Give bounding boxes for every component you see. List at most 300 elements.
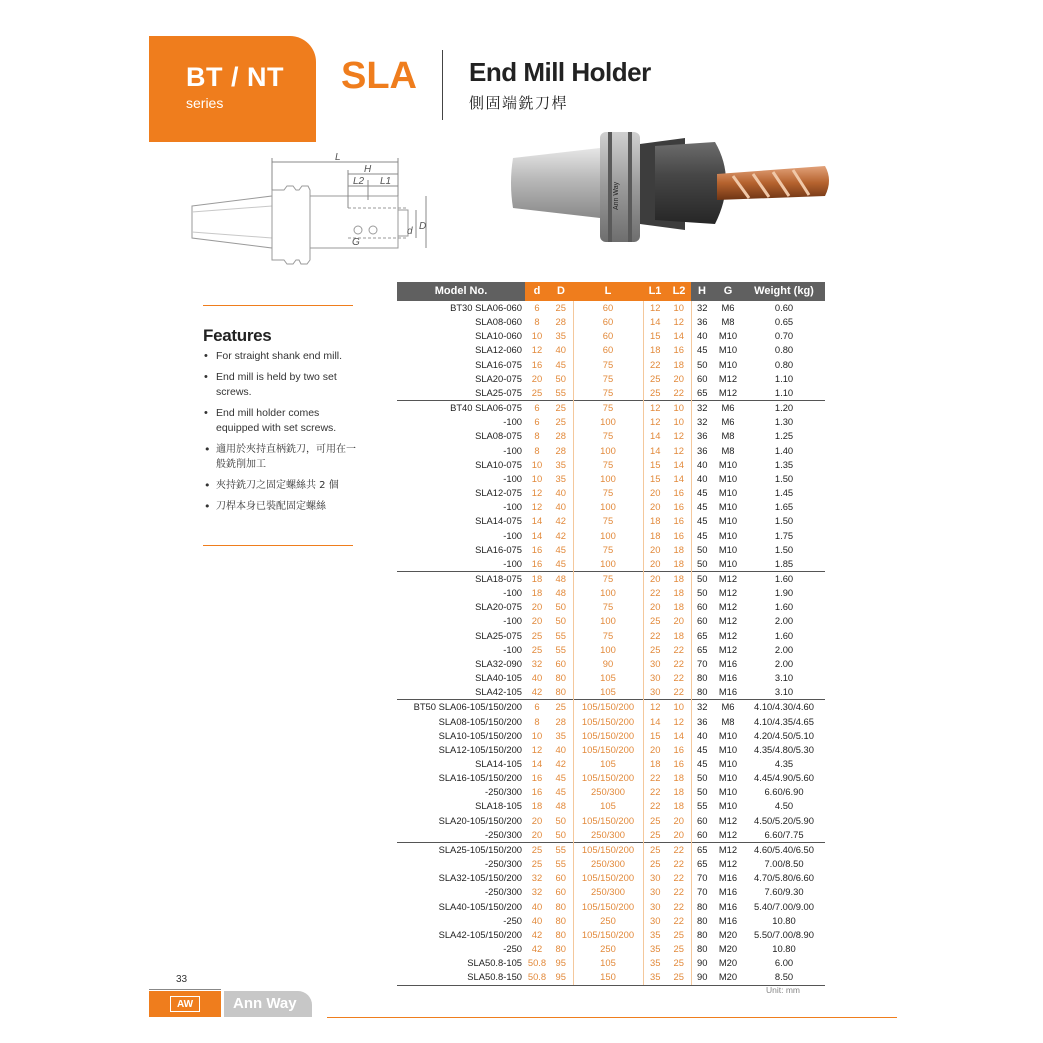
table-cell: 90 xyxy=(691,956,713,970)
table-cell: 60 xyxy=(691,814,713,828)
table-cell: 105/150/200 xyxy=(573,871,643,885)
table-cell: 48 xyxy=(555,800,566,812)
table-row xyxy=(397,828,825,843)
table-cell: 80 xyxy=(691,942,713,956)
table-cell: M6 xyxy=(721,302,735,313)
table-row xyxy=(397,386,825,401)
table-cell: 40 xyxy=(555,501,566,513)
table-cell: 250 xyxy=(573,942,643,956)
table-cell: 5.40/7.00/9.00 xyxy=(754,900,814,912)
table-cell: 30 xyxy=(643,871,667,885)
table-cell: 42 xyxy=(555,758,566,769)
table-cell: 18 xyxy=(531,800,543,812)
table-cell: 25 xyxy=(531,629,543,641)
table-cell: 4.70/5.80/6.60 xyxy=(754,872,814,884)
table-cell: M12 xyxy=(718,858,738,870)
table-cell: 35 xyxy=(643,928,667,942)
product-brand-mark: Ann Way xyxy=(613,181,620,210)
table-row xyxy=(397,857,825,871)
table-row xyxy=(397,429,825,443)
dim-label-D: D xyxy=(419,221,427,232)
table-cell: 2.00 xyxy=(774,657,794,669)
table-cell: 6 xyxy=(534,416,540,428)
table-cell: 4.20/4.50/5.10 xyxy=(754,729,814,741)
table-cell: 100 xyxy=(573,529,643,543)
table-cell: 32 xyxy=(531,886,543,898)
table-cell: 50 xyxy=(691,586,713,600)
table-row xyxy=(397,657,825,671)
table-cell: 1.75 xyxy=(774,529,794,541)
table-cell: 32 xyxy=(691,700,713,715)
table-cell: 105/150/200 xyxy=(573,771,643,785)
table-cell: 105/150/200 xyxy=(573,814,643,828)
table-cell: 40 xyxy=(531,914,543,926)
table-cell: 18 xyxy=(673,358,684,370)
table-cell: 80 xyxy=(555,928,566,940)
table-cell: SLA12-060 xyxy=(475,344,522,356)
table-cell: 18 xyxy=(673,786,684,798)
table-cell: 45 xyxy=(691,500,713,514)
table-cell: 25 xyxy=(673,928,684,940)
table-cell: 50 xyxy=(691,557,713,572)
table-cell: 32 xyxy=(691,401,713,416)
table-cell: 25 xyxy=(643,814,667,828)
table-cell: 95 xyxy=(549,970,573,985)
table-row xyxy=(397,715,825,729)
table-cell: 3.10 xyxy=(774,686,794,698)
table-cell: 65 xyxy=(691,643,713,657)
table-cell: -100 xyxy=(503,472,522,484)
table-cell: 40 xyxy=(691,458,713,472)
table-cell: -100 xyxy=(503,529,522,541)
table-cell: 45 xyxy=(555,358,566,370)
table-cell: 45 xyxy=(691,343,713,357)
table-cell: M10 xyxy=(718,772,738,784)
table-cell: 12 xyxy=(673,430,684,442)
table-cell: -100 xyxy=(503,444,522,456)
table-cell: 12 xyxy=(531,487,543,499)
table-cell: 35 xyxy=(555,458,566,470)
table-cell: 14 xyxy=(643,444,667,458)
table-cell: 105 xyxy=(573,956,643,970)
table-row xyxy=(397,472,825,486)
table-cell: 32 xyxy=(691,415,713,429)
table-cell: 22 xyxy=(673,686,684,698)
table-cell: 22 xyxy=(643,799,667,813)
table-row xyxy=(397,643,825,657)
table-cell: 50 xyxy=(691,785,713,799)
table-cell: 50 xyxy=(555,814,566,826)
table-cell: 20 xyxy=(673,828,684,840)
table-cell: 25 xyxy=(555,302,566,313)
table-cell: 22 xyxy=(673,858,684,870)
table-cell: 75 xyxy=(573,372,643,386)
table-cell: SLA14-075 xyxy=(475,515,522,527)
table-cell: 18 xyxy=(673,557,684,569)
table-cell: 80 xyxy=(691,914,713,928)
table-cell: 42 xyxy=(531,928,543,940)
table-cell: 28 xyxy=(555,444,566,456)
table-cell: M20 xyxy=(718,957,738,969)
table-cell: 40 xyxy=(691,472,713,486)
table-row xyxy=(397,771,825,785)
table-cell: SLA25-075 xyxy=(475,386,522,398)
table-cell: 35 xyxy=(643,942,667,956)
table-cell: 2.00 xyxy=(774,643,794,655)
table-cell: 80 xyxy=(555,900,566,912)
table-cell: M16 xyxy=(718,872,738,884)
table-cell: 250/300 xyxy=(573,885,643,899)
table-cell: 55 xyxy=(691,799,713,813)
table-cell: 15 xyxy=(643,458,667,472)
table-cell: 22 xyxy=(673,643,684,655)
table-cell: 5.50/7.00/8.90 xyxy=(754,928,814,940)
col-header-L1: L1 xyxy=(643,282,667,301)
table-cell: 42 xyxy=(531,943,543,955)
table-row xyxy=(397,514,825,528)
table-cell: 105/150/200 xyxy=(573,842,643,857)
table-cell: 14 xyxy=(643,715,667,729)
table-cell: 32 xyxy=(691,301,713,315)
table-cell: 100 xyxy=(573,614,643,628)
table-cell: M12 xyxy=(718,372,738,384)
table-row xyxy=(397,942,825,956)
table-cell: 6.00 xyxy=(774,957,794,969)
table-cell: 80 xyxy=(555,686,566,698)
table-cell: 10 xyxy=(667,700,691,715)
footer-rule xyxy=(327,1017,897,1018)
table-row xyxy=(397,557,825,572)
table-cell: 80 xyxy=(691,685,713,700)
table-row xyxy=(397,757,825,771)
table-cell: SLA12-075 xyxy=(475,487,522,499)
table-cell: 40 xyxy=(555,743,566,755)
table-cell: 80 xyxy=(555,943,566,955)
table-row xyxy=(397,444,825,458)
table-cell: 16 xyxy=(673,344,684,356)
table-cell: -100 xyxy=(503,587,522,599)
table-row xyxy=(397,614,825,628)
table-cell: -100 xyxy=(503,416,522,428)
table-cell: 80 xyxy=(691,928,713,942)
table-cell: M10 xyxy=(718,758,738,769)
table-cell: SLA08-060 xyxy=(475,316,522,328)
table-row xyxy=(397,685,825,700)
table-cell: 8 xyxy=(534,715,540,727)
table-row xyxy=(397,785,825,799)
table-cell: 45 xyxy=(691,743,713,757)
page-number: 33 xyxy=(176,974,188,985)
table-cell: 25 xyxy=(643,842,667,857)
table-row xyxy=(397,629,825,643)
table-cell: 10 xyxy=(673,416,684,428)
table-cell: SLA18-105 xyxy=(475,800,522,812)
table-cell: 12 xyxy=(531,344,543,356)
table-cell: 20 xyxy=(643,743,667,757)
table-cell: SLA32-090 xyxy=(475,657,522,669)
table-row xyxy=(397,458,825,472)
table-cell: 15 xyxy=(643,472,667,486)
table-cell: 50 xyxy=(691,571,713,586)
table-cell: 10 xyxy=(531,458,543,470)
table-cell: 30 xyxy=(643,685,667,700)
table-cell: 4.10/4.30/4.60 xyxy=(743,700,825,715)
series-subtitle: series xyxy=(186,95,224,111)
table-cell: 1.85 xyxy=(774,557,794,569)
table-cell: 12 xyxy=(673,444,684,456)
table-cell: M10 xyxy=(718,729,738,741)
table-cell: 25 xyxy=(531,386,543,398)
table-cell: M16 xyxy=(718,900,738,912)
table-row xyxy=(397,401,825,416)
table-cell: 22 xyxy=(643,586,667,600)
table-cell: 100 xyxy=(573,444,643,458)
table-cell: 75 xyxy=(573,401,643,416)
table-cell: 14 xyxy=(531,758,543,769)
table-cell: 4.35/4.80/5.30 xyxy=(754,743,814,755)
table-cell: 18 xyxy=(673,543,684,555)
table-cell: 18 xyxy=(643,514,667,528)
table-cell: 75 xyxy=(573,514,643,528)
table-cell: 4.45/4.90/5.60 xyxy=(754,772,814,784)
table-cell: -100 xyxy=(503,557,522,569)
table-body xyxy=(397,301,825,985)
table-cell: M10 xyxy=(718,330,738,342)
table-cell: 25 xyxy=(549,700,573,715)
table-cell: 25 xyxy=(555,416,566,428)
table-cell: 10.80 xyxy=(772,914,796,926)
table-cell: M10 xyxy=(718,344,738,356)
table-row xyxy=(397,729,825,743)
table-cell: 45 xyxy=(691,486,713,500)
table-cell: 100 xyxy=(573,586,643,600)
table-row xyxy=(397,900,825,914)
table-cell: 16 xyxy=(673,743,684,755)
table-cell: 90 xyxy=(691,970,713,985)
table-cell: 18 xyxy=(643,529,667,543)
table-cell: 2.00 xyxy=(774,615,794,627)
table-cell: 100 xyxy=(573,472,643,486)
table-cell: 22 xyxy=(643,629,667,643)
table-cell: 6 xyxy=(534,302,540,313)
table-cell: 18 xyxy=(667,571,691,586)
col-header-model: Model No. xyxy=(397,282,525,301)
table-cell: M12 xyxy=(718,601,738,613)
table-cell: M16 xyxy=(718,914,738,926)
table-cell: 14 xyxy=(643,315,667,329)
table-cell: 45 xyxy=(691,757,713,771)
table-cell: 50.8 xyxy=(527,957,547,969)
table-cell: 10 xyxy=(531,330,543,342)
table-cell: M8 xyxy=(721,444,735,456)
table-cell: 0.80 xyxy=(774,344,794,356)
table-cell: M12 xyxy=(713,571,743,586)
table-cell: 8 xyxy=(534,430,540,442)
table-cell: 1.10 xyxy=(774,386,794,398)
table-cell: 20 xyxy=(531,814,543,826)
table-cell: 65 xyxy=(691,857,713,871)
table-cell: 25 xyxy=(643,828,667,843)
table-cell: 35 xyxy=(555,729,566,741)
table-cell: M6 xyxy=(721,416,735,428)
table-cell: 36 xyxy=(691,715,713,729)
table-cell: 22 xyxy=(673,386,684,398)
table-cell: SLA40-105 xyxy=(475,672,522,684)
table-header-row xyxy=(397,282,825,301)
table-cell: 55 xyxy=(555,386,566,398)
table-cell: M12 xyxy=(718,643,738,655)
table-cell: -250/300 xyxy=(484,886,522,898)
features-list xyxy=(203,349,363,520)
table-cell: 32 xyxy=(531,872,543,884)
table-cell: M8 xyxy=(721,316,735,328)
dim-label-H: H xyxy=(364,164,372,175)
table-cell: 12 xyxy=(673,316,684,328)
table-row xyxy=(397,671,825,685)
table-cell: 55 xyxy=(555,858,566,870)
table-cell: 1.45 xyxy=(774,487,794,499)
table-row xyxy=(397,970,825,985)
table-cell: 60 xyxy=(573,315,643,329)
table-cell: 65 xyxy=(691,842,713,857)
col-header-d: d xyxy=(525,282,549,301)
table-cell: 20 xyxy=(643,500,667,514)
table-cell: 20 xyxy=(673,372,684,384)
table-cell: 4.35 xyxy=(774,758,794,769)
table-cell: 90 xyxy=(573,657,643,671)
table-cell: 75 xyxy=(573,458,643,472)
table-cell: 18 xyxy=(531,587,543,599)
table-cell: 1.10 xyxy=(774,372,794,384)
table-cell: 105/150/200 xyxy=(573,900,643,914)
table-cell: 14 xyxy=(673,472,684,484)
table-cell: -250 xyxy=(503,914,522,926)
table-cell: 25 xyxy=(531,858,543,870)
features-top-rule xyxy=(203,305,353,306)
table-cell: 105/150/200 xyxy=(573,928,643,942)
table-cell: 60 xyxy=(573,329,643,343)
table-row xyxy=(397,315,825,329)
table-cell: 60 xyxy=(555,872,566,884)
table-cell: SLA16-075 xyxy=(475,358,522,370)
table-cell: 40 xyxy=(691,729,713,743)
series-title: BT / NT xyxy=(186,62,284,92)
table-cell: SLA32-105/150/200 xyxy=(438,872,522,884)
page-number-rule xyxy=(149,989,221,990)
table-cell: 18 xyxy=(525,571,549,586)
table-cell: 45 xyxy=(555,786,566,798)
table-cell: M16 xyxy=(718,886,738,898)
table-row xyxy=(397,700,825,715)
table-cell: 22 xyxy=(667,842,691,857)
table-cell: 50 xyxy=(555,828,566,840)
table-cell: 30 xyxy=(643,900,667,914)
feature-item: • 夾持銑刀之固定螺絲共 2 個 xyxy=(203,478,363,493)
table-cell: 10 xyxy=(673,302,684,313)
table-cell: 30 xyxy=(643,657,667,671)
table-cell: 1.20 xyxy=(743,401,825,416)
table-cell: -100 xyxy=(503,643,522,655)
table-cell: 12 xyxy=(643,700,667,715)
table-row xyxy=(397,842,825,857)
table-cell: 30 xyxy=(643,671,667,685)
table-cell: 30 xyxy=(643,914,667,928)
table-cell: BT40 SLA06-075 xyxy=(397,401,525,416)
table-cell: 45 xyxy=(555,543,566,555)
table-cell: 1.25 xyxy=(774,430,794,442)
dim-label-L2: L2 xyxy=(353,176,365,187)
table-cell: 22 xyxy=(643,785,667,799)
table-cell: M10 xyxy=(718,487,738,499)
table-row xyxy=(397,799,825,813)
table-cell: 16 xyxy=(673,529,684,541)
table-cell: 22 xyxy=(643,771,667,785)
table-cell: 1.35 xyxy=(774,458,794,470)
table-cell: 50.8 xyxy=(525,970,549,985)
table-cell: 0.70 xyxy=(774,330,794,342)
table-row xyxy=(397,814,825,828)
table-cell: BT50 SLA06-105/150/200 xyxy=(397,700,525,715)
table-cell: SLA50.8-150 xyxy=(397,970,525,985)
table-cell: M10 xyxy=(718,358,738,370)
table-cell: 75 xyxy=(573,543,643,557)
table-cell: 20 xyxy=(673,615,684,627)
table-cell: 12 xyxy=(531,501,543,513)
table-cell: 16 xyxy=(673,487,684,499)
table-cell: 14 xyxy=(531,515,543,527)
table-cell: 16 xyxy=(673,515,684,527)
table-cell: 1.60 xyxy=(774,629,794,641)
table-cell: SLA50.8-105 xyxy=(467,957,522,969)
table-row xyxy=(397,358,825,372)
table-cell: 25 xyxy=(643,857,667,871)
table-cell: 1.30 xyxy=(774,416,794,428)
table-cell: 55 xyxy=(555,643,566,655)
table-row xyxy=(397,600,825,614)
table-cell: -250/300 xyxy=(484,858,522,870)
table-row xyxy=(397,529,825,543)
table-cell: 12 xyxy=(643,415,667,429)
table-cell: 4.10/4.35/4.65 xyxy=(754,715,814,727)
table-cell: 18 xyxy=(673,800,684,812)
table-cell: 45 xyxy=(555,557,566,569)
table-cell: 0.60 xyxy=(774,302,794,313)
table-cell: M10 xyxy=(718,501,738,513)
table-cell: 4.60/5.40/6.50 xyxy=(743,842,825,857)
table-cell: SLA25-105/150/200 xyxy=(397,842,525,857)
table-cell: 7.60/9.30 xyxy=(764,886,804,898)
table-cell: 16 xyxy=(673,758,684,769)
table-cell: M20 xyxy=(713,970,743,985)
table-cell: 6 xyxy=(525,700,549,715)
table-cell: 25 xyxy=(643,643,667,657)
product-photo xyxy=(505,120,850,250)
feature-item: • End mill is held by two set screws. xyxy=(203,370,363,400)
table-cell: 42 xyxy=(555,529,566,541)
table-cell: 22 xyxy=(673,657,684,669)
table-cell: 20 xyxy=(643,486,667,500)
table-cell: 22 xyxy=(673,672,684,684)
table-cell: 60 xyxy=(555,886,566,898)
brand-logo-icon: AW xyxy=(170,996,200,1012)
table-cell: 75 xyxy=(573,429,643,443)
table-cell: 45 xyxy=(691,514,713,528)
table-cell: 18 xyxy=(673,772,684,784)
table-cell: SLA20-075 xyxy=(475,372,522,384)
table-cell: M16 xyxy=(718,657,738,669)
table-cell: 36 xyxy=(691,444,713,458)
table-cell: 18 xyxy=(673,629,684,641)
